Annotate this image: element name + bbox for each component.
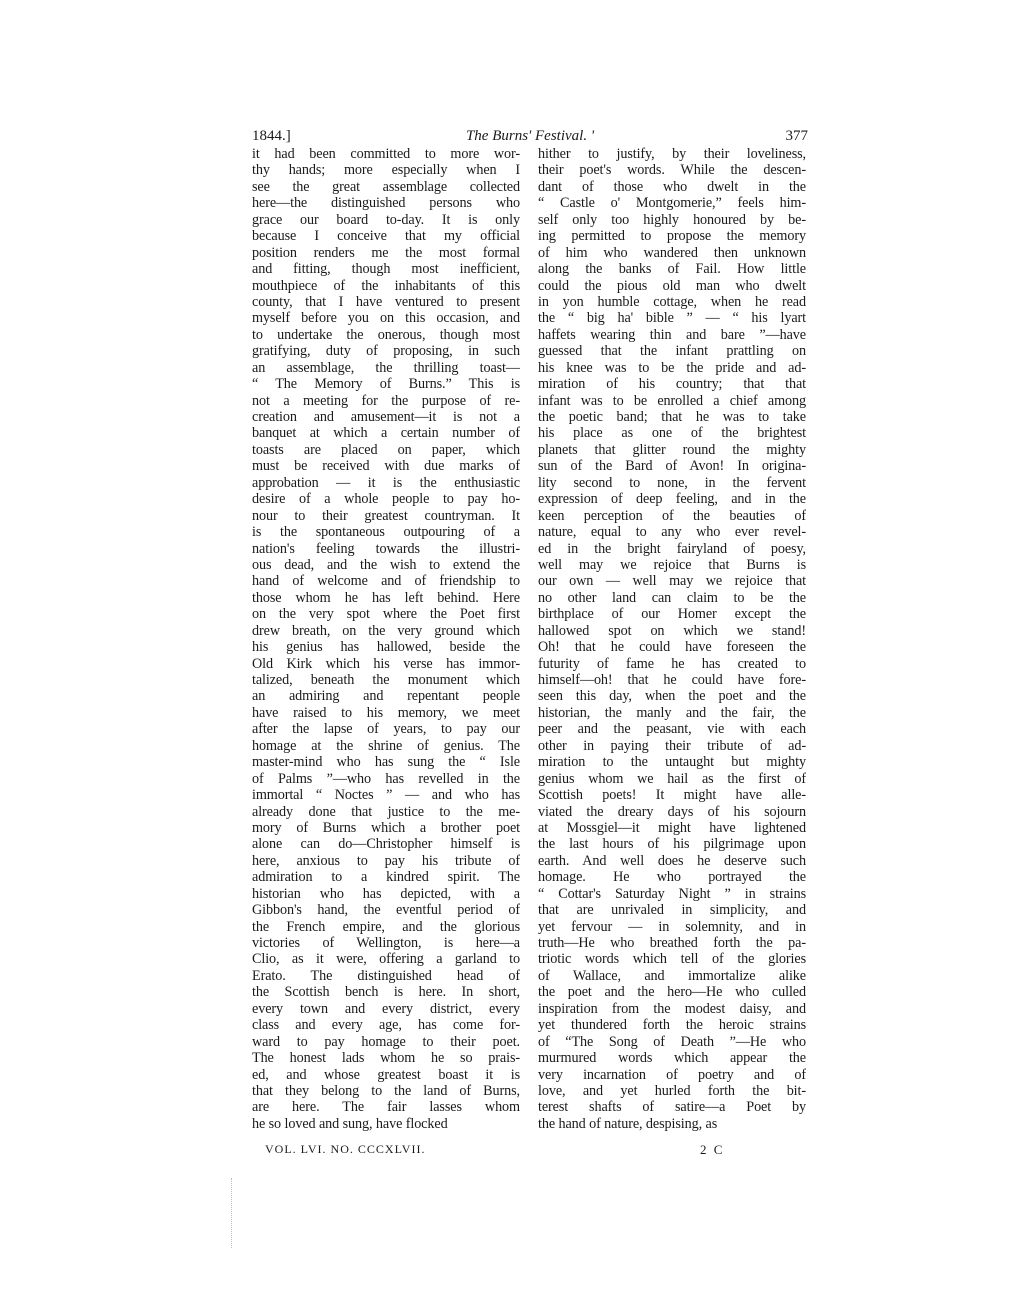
running-head — [252, 128, 808, 148]
text-line: nour to their greatest countryman. It — [252, 507, 520, 524]
text-line: the hand of nature, despising, as — [538, 1115, 718, 1132]
right-text-column — [538, 146, 806, 1132]
text-line: Oh! that he could have foreseen the — [538, 639, 806, 656]
text-line: not a meeting for the purpose of re- — [252, 392, 520, 409]
text-line: grace our board to-day. It is only — [252, 211, 520, 228]
text-line: hallowed spot on which we stand! — [538, 622, 806, 639]
text-line: must be received with due marks of — [252, 458, 520, 475]
text-line: his genius has hallowed, beside the — [252, 639, 520, 656]
text-line: their poet's words. While the descen- — [538, 162, 806, 179]
text-line: alone can do—Christopher himself is — [252, 836, 520, 853]
text-line: approbation — it is the enthusiastic — [252, 474, 520, 491]
text-line: desire of a whole people to pay ho- — [252, 491, 520, 508]
text-line: seen this day, when the poet and the — [538, 688, 806, 705]
text-line: in yon humble cottage, when he read — [538, 293, 806, 310]
text-line: an assemblage, the thrilling toast— — [252, 359, 520, 376]
text-line: infant was to be enrolled a chief among — [538, 392, 806, 409]
footer-volume: VOL. LVI. NO. CCCXLVII. — [265, 1142, 426, 1156]
text-line: no other land can claim to be the — [538, 589, 806, 606]
text-line: the poetic band; that he was to take — [538, 409, 806, 425]
text-line: ous dead, and the wish to extend the — [252, 556, 520, 573]
text-line: of Palms ”—who has revelled in the — [252, 770, 520, 787]
text-line: love, and yet hurled forth the bit- — [538, 1082, 806, 1099]
text-line: the French empire, and the glorious — [252, 918, 520, 935]
text-line: expression of deep feeling, and in the — [538, 491, 806, 508]
text-line: lity second to none, in the fervent — [538, 474, 806, 491]
text-line: triotic words which tell of the glories — [538, 951, 806, 968]
text-line: gratifying, duty of proposing, in such — [252, 343, 520, 360]
text-line: well may we rejoice that Burns is — [538, 556, 806, 573]
text-line: class and every age, has come for- — [252, 1017, 520, 1034]
text-line: our own — well may we rejoice that — [538, 573, 806, 590]
text-line: yet fervour — in solemnity, and in — [538, 918, 806, 935]
text-line: nature, equal to any who ever revel- — [538, 524, 806, 541]
text-line: drew breath, on the very ground which — [252, 622, 520, 639]
text-line: creation and amusement—it is not a — [252, 409, 520, 425]
text-line: at Mossgiel—it might have lightened — [538, 819, 806, 836]
text-line: admiration to a kindred spirit. The — [252, 869, 520, 886]
text-line: master-mind who has sung the “ Isle — [252, 754, 520, 771]
text-line: and fitting, though most inefficient, — [252, 261, 520, 278]
text-line: nation's feeling towards the illustri- — [252, 540, 520, 557]
text-line: futurity of fame he has created to — [538, 655, 806, 672]
header-year: 1844.] — [252, 128, 291, 144]
text-line: those whom he has left behind. Here — [252, 589, 520, 606]
text-line: viated the dreary days of his sojourn — [538, 803, 806, 820]
text-line: along the banks of Fail. How little — [538, 261, 806, 278]
text-line: very incarnation of poetry and of — [538, 1066, 806, 1083]
text-line: murmured words which appear the — [538, 1050, 806, 1067]
text-line: the “ big ha' bible ” — “ his lyart — [538, 310, 806, 327]
text-line: truth—He who breathed forth the pa- — [538, 935, 806, 951]
text-line: position renders me the most formal — [252, 244, 520, 261]
text-line: birthplace of our Homer except the — [538, 606, 806, 623]
text-line: Old Kirk which his verse has immor- — [252, 655, 520, 672]
text-line: “ Castle o' Montgomerie,” feels him- — [538, 195, 806, 212]
text-line: banquet at which a certain number of — [252, 425, 520, 442]
text-line: it had been committed to more wor- — [252, 146, 520, 162]
text-line: inspiration from the modest daisy, and — [538, 1000, 806, 1017]
page-number: 377 — [785, 128, 808, 144]
text-line: miration to the untaught but mighty — [538, 754, 806, 771]
text-line: Clio, as it were, offering a garland to — [252, 951, 520, 968]
text-line: victories of Wellington, is here—a — [252, 935, 520, 951]
text-line: peer and the peasant, vie with each — [538, 721, 806, 738]
text-line: see the great assemblage collected — [252, 178, 520, 195]
text-line: Gibbon's hand, the eventful period of — [252, 902, 520, 919]
text-line: ed in the bright fairyland of poesy, — [538, 540, 806, 557]
text-line: dant of those who dwelt in the — [538, 178, 806, 195]
text-line: “ Cottar's Saturday Night ” in strains — [538, 885, 806, 902]
text-line: he so loved and sung, have flocked — [252, 1115, 448, 1132]
text-line: mouthpiece of the inhabitants of this — [252, 277, 520, 294]
text-line: could the pious old man who dwelt — [538, 277, 806, 294]
text-line: Scottish poets! It might have alle- — [538, 787, 806, 804]
text-line: after the lapse of years, to pay our — [252, 721, 520, 738]
text-line: historian, the manly and the fair, the — [538, 704, 806, 721]
text-line: talized, beneath the monument which — [252, 672, 520, 688]
text-line: to undertake the onerous, though most — [252, 326, 520, 343]
text-line: homage. He who portrayed the — [538, 869, 806, 886]
text-line: hand of welcome and of friendship to — [252, 573, 520, 590]
text-line: hither to justify, by their loveliness, — [538, 146, 806, 162]
text-line: of him who wandered then unknown — [538, 244, 806, 261]
text-line: earth. And well does he deserve such — [538, 852, 806, 869]
text-line: genius whom we hail as the first of — [538, 770, 806, 787]
text-line: are here. The fair lasses whom — [252, 1099, 520, 1116]
margin-dotted-rule — [231, 1178, 232, 1248]
text-line: because I conceive that my official — [252, 228, 520, 245]
text-line: his knee was to be the pride and ad- — [538, 359, 806, 376]
text-line: county, that I have ventured to present — [252, 293, 520, 310]
left-text-column — [252, 146, 520, 1132]
text-line: have raised to his memory, we meet — [252, 704, 520, 721]
text-line: yet thundered forth the heroic strains — [538, 1017, 806, 1034]
text-line: other in paying their tribute of ad- — [538, 737, 806, 754]
text-line: that are unrivaled in simplicity, and — [538, 902, 806, 919]
text-line: haffets wearing thin and bare ”—have — [538, 326, 806, 343]
text-line: his place as one of the brightest — [538, 425, 806, 442]
text-line: miration of his country; that that — [538, 376, 806, 393]
text-line: on the very spot where the Poet first — [252, 606, 520, 623]
text-line: thy hands; more especially when I — [252, 162, 520, 179]
text-line: every town and every district, every — [252, 1000, 520, 1017]
text-line: of Wallace, and immortalize alike — [538, 967, 806, 984]
text-line: the last hours of his pilgrimage upon — [538, 836, 806, 853]
text-line: of “The Song of Death ”—He who — [538, 1033, 806, 1050]
text-line: an admiring and repentant people — [252, 688, 520, 705]
text-line: that they belong to the land of Burns, — [252, 1082, 520, 1099]
text-line: here, anxious to pay his tribute of — [252, 852, 520, 869]
text-line: myself before you on this occasion, and — [252, 310, 520, 327]
text-line: terest shafts of satire—a Poet by — [538, 1099, 806, 1116]
header-title: The Burns' Festival. ' — [465, 128, 595, 144]
footer-signature: 2 C — [700, 1142, 725, 1157]
text-line: guessed that the infant prattling on — [538, 343, 806, 360]
text-line: ing permitted to propose the memory — [538, 228, 806, 245]
text-line: “ The Memory of Burns.” This is — [252, 376, 520, 393]
text-line: mory of Burns which a brother poet — [252, 819, 520, 836]
text-line: the Scottish bench is here. In short, — [252, 984, 520, 1001]
text-line: immortal “ Noctes ” — and who has — [252, 787, 520, 804]
text-line: planets that glitter round the mighty — [538, 441, 806, 458]
text-line: toasts are placed on paper, which — [252, 441, 520, 458]
text-line: historian who has depicted, with a — [252, 885, 520, 902]
text-line: here—the distinguished persons who — [252, 195, 520, 212]
text-line: sun of the Bard of Avon! In origina- — [538, 458, 806, 475]
text-line: already done that justice to the me- — [252, 803, 520, 820]
text-line: himself—oh! that he could have fore- — [538, 672, 806, 688]
text-line: ed, and whose greatest boast it is — [252, 1066, 520, 1083]
text-line: ward to pay homage to their poet. — [252, 1033, 520, 1050]
text-line: the poet and the hero—He who culled — [538, 984, 806, 1001]
text-line: is the spontaneous outpouring of a — [252, 524, 520, 541]
text-line: homage at the shrine of genius. The — [252, 737, 520, 754]
text-line: keen perception of the beauties of — [538, 507, 806, 524]
text-line: The honest lads whom he so prais- — [252, 1050, 520, 1067]
text-line: Erato. The distinguished head of — [252, 967, 520, 984]
text-line: self only too highly honoured by be- — [538, 211, 806, 228]
